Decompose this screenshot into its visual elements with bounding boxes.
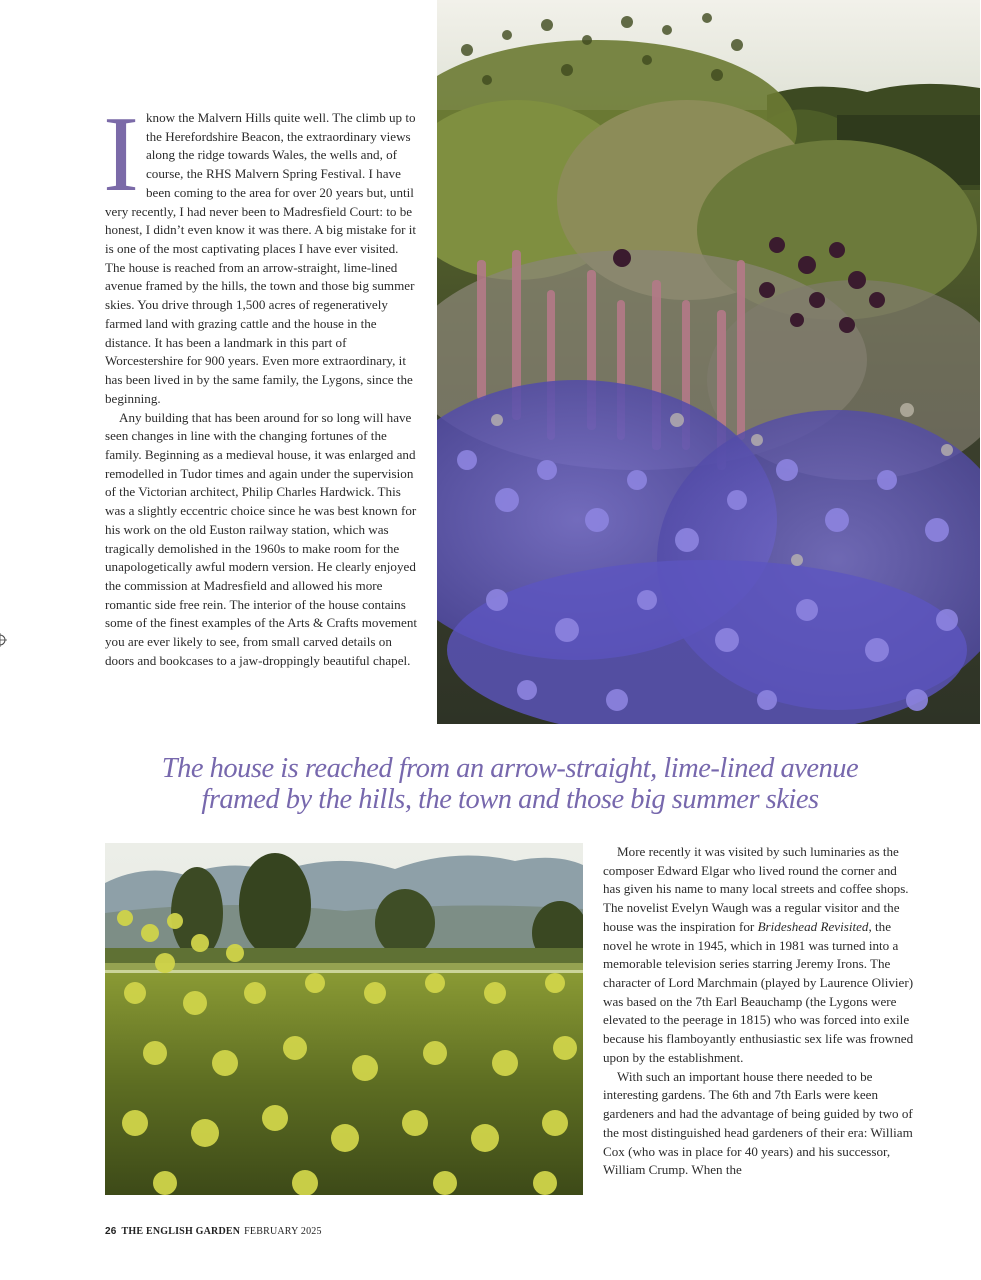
paragraph-visitors-text-b: , the novel he wrote in 1945, which in 1981 was turned into a memorable television series starring Jeremy Irons. The character of Lord Marchmain (played by Laurence Olivier) was based on the 7th Earl Beauchamp (the Lygons were elevated to the peerage in 1815) who was forced into exile because his flamboyantly enthusiastic sex life was frowned upon by the establishment. bbox=[603, 918, 914, 1065]
paragraph-visitors bbox=[603, 843, 916, 1068]
hero-photo-lavender-border bbox=[437, 0, 980, 724]
page-footer bbox=[105, 1226, 322, 1237]
article-column-right bbox=[603, 843, 916, 1180]
book-title: Brideshead Revisited bbox=[757, 918, 869, 934]
paragraph-visitors-text-a: More recently it was visited by such luminaries as the composer Edward Elgar who lived round the corner and has given his name to many local streets and coffee shops. The novelist Evelyn Waugh was a regular visitor and the house was the inspiration for bbox=[603, 844, 909, 934]
photo-malvern-hills-euphorbia bbox=[105, 843, 583, 1195]
magazine-name: THE ENGLISH GARDEN bbox=[121, 1226, 241, 1237]
pull-quote bbox=[100, 753, 920, 815]
article-column-left bbox=[103, 95, 418, 671]
paragraph-gardens: With such an important house there needed to be interesting gardens. The 6th and 7th Earls were keen gardeners and had the advantage of being guided by two of the most distinguished head gardeners of their era: William Cox (who was in place for 40 years) and his successor, William Crump. When the bbox=[603, 1068, 913, 1178]
pull-quote-line-2: framed by the hills, the town and those big summer skies bbox=[201, 784, 819, 815]
crop-registration-mark-icon bbox=[0, 633, 7, 647]
page-number: 26 bbox=[105, 1226, 117, 1237]
paragraph-history: Any building that has been around for so long will have seen changes in line with the changing fortunes of the family. Beginning as a medieval house, it was enlarged and remodelled in Tudor times and again under the supervision of the Victorian architect, Philip Charles Hardwick. This was a slightly eccentric choice since he was best known for his work on the old Euston railway station, which was tragically demolished in the 1960s to make room for the unapologetically awful modern version. He clearly enjoyed the commission at Madresfield and allowed his more romantic side free rein. The interior of the house contains some of the finest examples of the Arts & Crafts movement you are ever likely to see, from small carved details on doors and bookcases to a jaw-droppingly beautiful chapel. bbox=[105, 409, 417, 668]
paragraph-intro: know the Malvern Hills quite well. The climb up to the Herefordshire Beacon, the extraordinary views along the ridge towards Wales, the wells and, of course, the RHS Malvern Spring Festival. I have been coming to the area for over 20 years but, until very recently, I had never been to Madresfield Court: to be honest, I didn’t even know it was there. A big mistake for it is one of the most captivating places I have ever visited. The house is reached from an arrow-straight, lime-lined avenue framed by the hills, the town and those big summer skies. You drive through 1,500 acres of regeneratively farmed land with grazing cattle and the house in the distance. It has been a landmark in this part of Worcestershire for 900 years. Even more extraordinary, it has been lived in by the same family, the Lygons, since the beginning. bbox=[105, 110, 417, 406]
pull-quote-line-1: The house is reached from an arrow-straight, lime-lined avenue bbox=[161, 753, 859, 784]
issue-date: FEBRUARY 2025 bbox=[244, 1226, 322, 1237]
drop-cap: I bbox=[103, 95, 139, 214]
